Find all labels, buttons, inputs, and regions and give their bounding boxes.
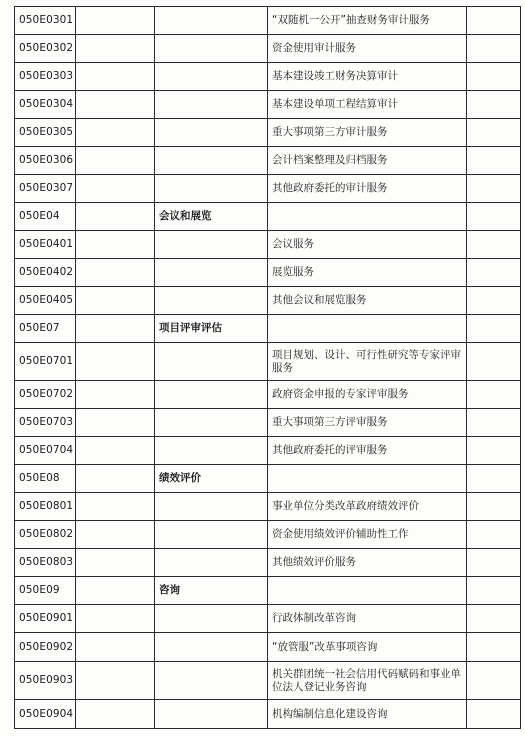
row-item: 会议服务 [268, 231, 467, 259]
row-category [155, 175, 268, 203]
row-category [155, 343, 268, 381]
row-code: 050E0802 [15, 521, 76, 549]
row-code: 050E0903 [15, 662, 76, 700]
row-item: 会计档案整理及归档服务 [268, 147, 467, 175]
row-item: 重大事项第三方评审服务 [268, 409, 467, 437]
row-code: 050E0303 [15, 63, 76, 91]
empty-cell [76, 175, 155, 203]
empty-cell [467, 343, 521, 381]
empty-cell [467, 700, 521, 729]
row-item: “放管服”改革事项咨询 [268, 633, 467, 662]
row-item: 其他绩效评价服务 [268, 549, 467, 577]
row-item: 其他政府委托的评审服务 [268, 437, 467, 465]
empty-cell [76, 465, 155, 493]
table-row [15, 91, 521, 119]
row-item: 其他会议和展览服务 [268, 287, 467, 315]
table-row [15, 437, 521, 465]
empty-cell [76, 119, 155, 147]
empty-cell [76, 409, 155, 437]
empty-cell [76, 287, 155, 315]
empty-cell [467, 119, 521, 147]
empty-cell [467, 203, 521, 231]
row-item [268, 577, 467, 605]
row-code: 050E0801 [15, 493, 76, 521]
empty-cell [76, 63, 155, 91]
empty-cell [76, 633, 155, 662]
row-category [155, 147, 268, 175]
empty-cell [467, 315, 521, 343]
empty-cell [76, 7, 155, 35]
table-row [15, 577, 521, 605]
row-item: 重大事项第三方审计服务 [268, 119, 467, 147]
empty-cell [467, 633, 521, 662]
table-row [15, 7, 521, 35]
row-code: 050E0301 [15, 7, 76, 35]
row-code: 050E0704 [15, 437, 76, 465]
row-item: 基本建设单项工程结算审计 [268, 91, 467, 119]
empty-cell [467, 147, 521, 175]
empty-cell [76, 700, 155, 729]
empty-cell [467, 577, 521, 605]
empty-cell [467, 63, 521, 91]
row-code: 050E0307 [15, 175, 76, 203]
row-code: 050E0402 [15, 259, 76, 287]
row-item: 行政体制改革咨询 [268, 605, 467, 633]
empty-cell [76, 549, 155, 577]
table-row [15, 381, 521, 409]
row-item: “双随机一公开”抽查财务审计服务 [268, 7, 467, 35]
empty-cell [467, 259, 521, 287]
row-item: 项目规划、设计、可行性研究等专家评审服务 [268, 343, 467, 381]
empty-cell [467, 437, 521, 465]
row-item: 事业单位分类改革政府绩效评价 [268, 493, 467, 521]
row-category [155, 409, 268, 437]
empty-cell [76, 577, 155, 605]
empty-cell [76, 35, 155, 63]
row-code: 050E0304 [15, 91, 76, 119]
row-category [155, 91, 268, 119]
row-category [155, 287, 268, 315]
empty-cell [76, 343, 155, 381]
table-row [15, 259, 521, 287]
empty-cell [76, 91, 155, 119]
empty-cell [76, 259, 155, 287]
empty-cell [467, 549, 521, 577]
empty-cell [467, 231, 521, 259]
table-row [15, 549, 521, 577]
empty-cell [467, 35, 521, 63]
row-category [155, 231, 268, 259]
row-category [155, 437, 268, 465]
row-code: 050E0405 [15, 287, 76, 315]
table-row [15, 605, 521, 633]
table-row [15, 315, 521, 343]
table-row [15, 35, 521, 63]
empty-cell [76, 662, 155, 700]
row-code: 050E0401 [15, 231, 76, 259]
row-code: 050E0701 [15, 343, 76, 381]
empty-cell [76, 315, 155, 343]
empty-cell [467, 287, 521, 315]
empty-cell [467, 521, 521, 549]
table-row [15, 119, 521, 147]
row-item [268, 203, 467, 231]
row-item: 资金使用绩效评价辅助性工作 [268, 521, 467, 549]
row-code: 050E0702 [15, 381, 76, 409]
row-category [155, 521, 268, 549]
table-row [15, 633, 521, 662]
empty-cell [76, 605, 155, 633]
empty-cell [467, 7, 521, 35]
empty-cell [467, 91, 521, 119]
empty-cell [76, 381, 155, 409]
table-row [15, 175, 521, 203]
table-row [15, 343, 521, 381]
row-category [155, 259, 268, 287]
empty-cell [76, 231, 155, 259]
table-row [15, 409, 521, 437]
table-row [15, 231, 521, 259]
row-item: 展览服务 [268, 259, 467, 287]
empty-cell [467, 493, 521, 521]
empty-cell [76, 203, 155, 231]
row-category [155, 119, 268, 147]
row-code: 050E0302 [15, 35, 76, 63]
empty-cell [76, 521, 155, 549]
empty-cell [467, 175, 521, 203]
row-code: 050E0803 [15, 549, 76, 577]
table-row [15, 63, 521, 91]
row-category [155, 605, 268, 633]
row-category: 绩效评价 [155, 465, 268, 493]
row-item: 机关群团统一社会信用代码赋码和事业单位法人登记业务咨询 [268, 662, 467, 700]
row-category [155, 381, 268, 409]
row-category: 项目评审评估 [155, 315, 268, 343]
row-item [268, 465, 467, 493]
row-code: 050E09 [15, 577, 76, 605]
table-row [15, 465, 521, 493]
table-row [15, 493, 521, 521]
table-row [15, 147, 521, 175]
row-code: 050E0901 [15, 605, 76, 633]
empty-cell [76, 437, 155, 465]
row-item [268, 315, 467, 343]
row-item: 基本建设竣工财务决算审计 [268, 63, 467, 91]
row-code: 050E07 [15, 315, 76, 343]
row-category [155, 700, 268, 729]
row-code: 050E04 [15, 203, 76, 231]
row-category [155, 7, 268, 35]
row-item: 政府资金申报的专家评审服务 [268, 381, 467, 409]
row-item: 资金使用审计服务 [268, 35, 467, 63]
row-category [155, 35, 268, 63]
empty-cell [76, 147, 155, 175]
row-category [155, 633, 268, 662]
empty-cell [467, 605, 521, 633]
row-category: 会议和展览 [155, 203, 268, 231]
table-row [15, 521, 521, 549]
table-row [15, 287, 521, 315]
empty-cell [467, 662, 521, 700]
table-row [15, 700, 521, 729]
empty-cell [467, 465, 521, 493]
row-code: 050E0306 [15, 147, 76, 175]
table-row [15, 662, 521, 700]
row-code: 050E0305 [15, 119, 76, 147]
row-item: 其他政府委托的审计服务 [268, 175, 467, 203]
empty-cell [467, 409, 521, 437]
row-code: 050E08 [15, 465, 76, 493]
table-row [15, 203, 521, 231]
row-code: 050E0904 [15, 700, 76, 729]
row-code: 050E0902 [15, 633, 76, 662]
row-code: 050E0703 [15, 409, 76, 437]
row-category [155, 63, 268, 91]
row-category [155, 662, 268, 700]
row-category [155, 549, 268, 577]
service-catalog-table [14, 6, 521, 729]
empty-cell [76, 493, 155, 521]
empty-cell [467, 381, 521, 409]
row-item: 机构编制信息化建设咨询 [268, 700, 467, 729]
row-category: 咨询 [155, 577, 268, 605]
row-category [155, 493, 268, 521]
